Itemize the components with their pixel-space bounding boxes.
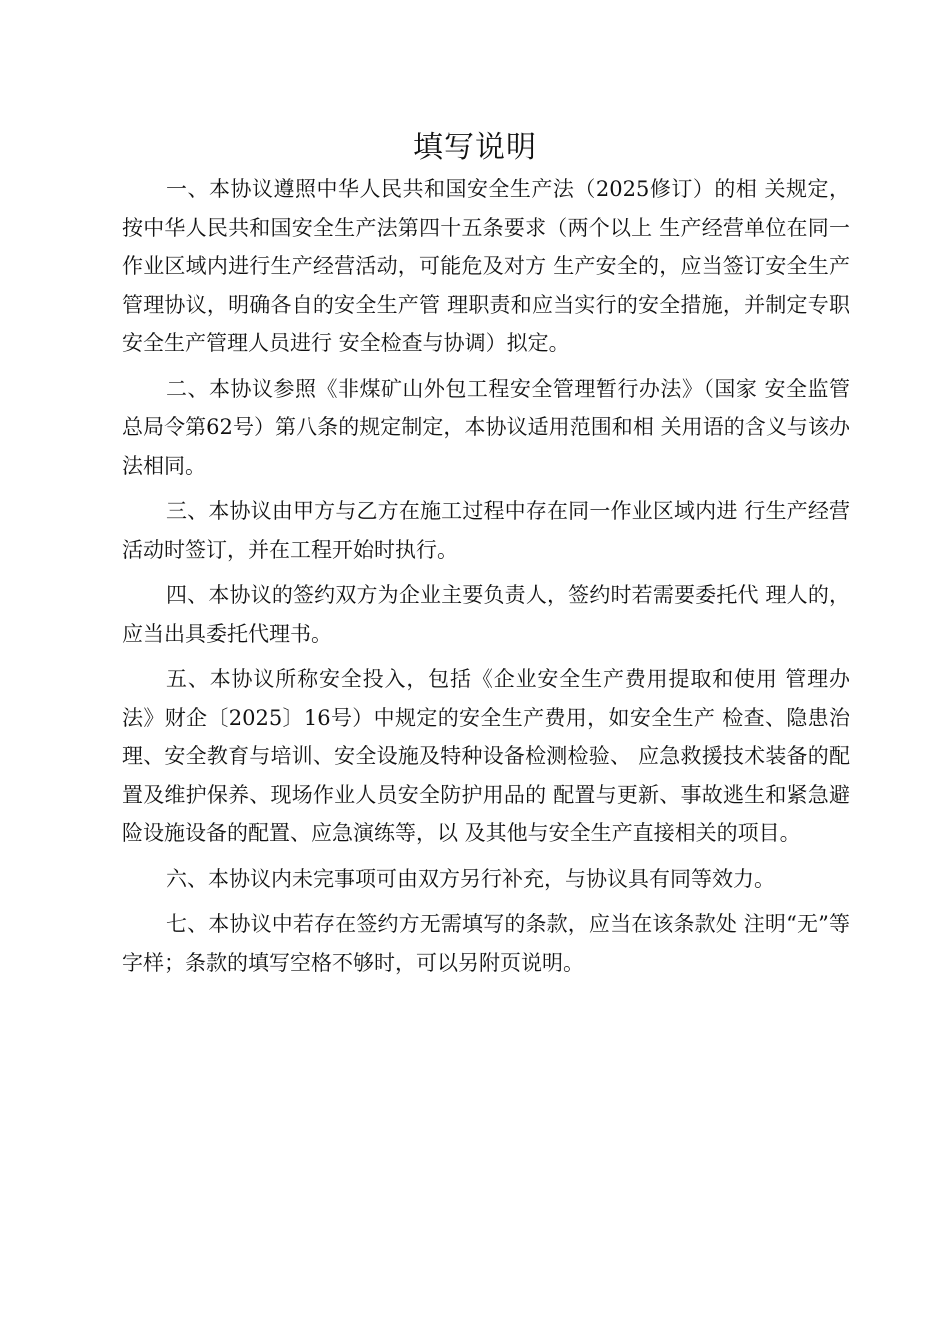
document-title: 填写说明 [413,130,537,165]
instruction-paragraph-2: 二、本协议参照《非煤矿山外包工程安全管理暂行办法》（国家 安全监管总局令第62号）第八条的规定制定，本协议适用范围和相 关用语的含义与该办法相同。 [122,376,850,478]
instructions-body [122,170,850,989]
instruction-paragraph-1: 一、本协议遵照中华人民共和国安全生产法（2025修订）的相 关规定，按中华人民共和国安全生产法第四十五条要求（两个以上 生产经营单位在同一作业区域内进行生产经营活动，可能危及对方 生产安全的，应当签订安全生产管理协议，明确各自的安全生产管 理职责和应当实行的安全措施，并制定专职安全生产管理人员进行 安全检查与协调）拟定。 [122,177,850,355]
instruction-paragraph-5: 五、本协议所称安全投入，包括《企业安全生产费用提取和使用 管理办法》财企〔2025〕16号）中规定的安全生产费用，如安全生产 检查、隐患治理、安全教育与培训、安全设施及特种设备检测检验、 应急救援技术装备的配置及维护保养、现场作业人员安全防护用品的 配置与更新、事故逃生和紧急避险设施设备的配置、应急演练等，以 及其他与安全生产直接相关的项目。 [122,667,850,845]
instruction-paragraph-4: 四、本协议的签约双方为企业主要负责人，签约时若需要委托代 理人的，应当出具委托代理书。 [122,583,850,646]
instruction-paragraph-6: 六、本协议内未完事项可由双方另行补充，与协议具有同等效力。 [166,866,775,891]
instruction-paragraph-3: 三、本协议由甲方与乙方在施工过程中存在同一作业区域内进 行生产经营活动时签订，并在工程开始时执行。 [122,499,850,562]
instruction-paragraph-7: 七、本协议中若存在签约方无需填写的条款，应当在该条款处 注明“无”等字样；条款的填写空格不够时，可以另附页说明。 [122,912,850,975]
